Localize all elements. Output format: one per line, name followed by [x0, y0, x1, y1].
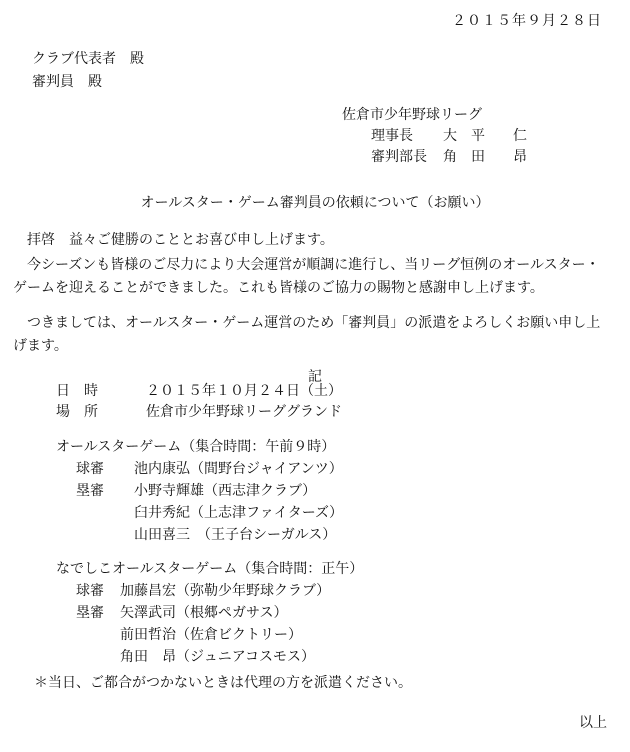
note-text: ＊当日、ご都合がつかないときは代理の方を派遣ください。 [34, 675, 412, 691]
paragraph-text: 今シーズンも皆様のご尽力により大会運営が順調に進行し、当リーグ恒例のオールスター・ゲームを迎えることができました。これも皆様のご協力の賜物と感謝申し上げます。 [13, 257, 600, 296]
umpire-name: 小野寺輝雄（西志津クラブ） [134, 483, 317, 499]
role-label: 塁審 [76, 483, 104, 499]
umpire-name: 加藤昌宏（弥勒少年野球クラブ） [120, 583, 331, 599]
signatory-title: 理事長 [371, 128, 413, 144]
detail-value: ２０１５年１０月２４日（土） [146, 383, 342, 399]
event-heading-allstar: オールスターゲーム（集合時間：午前９時） [56, 439, 336, 455]
role-label: 球審 [76, 461, 104, 477]
detail-datetime [56, 384, 342, 398]
umpire-name: 臼井秀紀（上志津ファイターズ） [134, 505, 344, 521]
event-nadeshiko-home-plate [76, 584, 330, 598]
umpire-name: 前田哲治（佐倉ビクトリー） [120, 627, 302, 643]
event-allstar-home-plate [76, 462, 343, 476]
sender-organization: 佐倉市少年野球リーグ [342, 107, 482, 123]
ki-heading: 記 [308, 369, 322, 385]
signatory-chairman [371, 129, 527, 143]
paragraph-text: つきましては、オールスター・ゲーム運営のため「審判員」の派遣をよろしくお願い申し上げます。 [13, 315, 601, 354]
umpire-name: 池内康弘（間野台ジャイアンツ） [134, 461, 343, 477]
event-nadeshiko-base [76, 606, 287, 620]
letter-date: ２０１５年９月２８日 [452, 13, 602, 29]
document-title: オールスター・ゲーム審判員の依頼について（お願い） [140, 195, 490, 211]
addressee-umpires: 審判員 殿 [32, 74, 102, 90]
umpire-name: 矢澤武司（根郷ペガサス） [120, 605, 288, 621]
signatory-title: 審判部長 [371, 149, 427, 165]
detail-value: 佐倉市少年野球リーググランド [146, 404, 342, 420]
detail-label: 場 所 [56, 404, 98, 420]
addressee-club-representatives: クラブ代表者 殿 [32, 51, 144, 67]
detail-venue [56, 405, 342, 419]
paragraph-body [13, 254, 613, 300]
paragraph-request [13, 312, 613, 358]
umpire-name: 角田 昂（ジュニアコスモス） [120, 649, 316, 665]
closing-text: 以上 [579, 715, 607, 731]
signatory-name: 大 平 仁 [443, 128, 527, 144]
role-label: 塁審 [76, 605, 104, 621]
role-label: 球審 [76, 583, 104, 599]
paragraph-text: 拝啓 益々ご健勝のこととお喜び申し上げます。 [27, 232, 334, 248]
umpire-name: 山田喜三 （王子台シーガルス） [134, 527, 337, 543]
event-heading-nadeshiko: なでしこオールスターゲーム（集合時間：正午） [56, 561, 364, 577]
event-allstar-base [76, 484, 316, 498]
signatory-umpire-director [371, 150, 527, 164]
paragraph-greeting [13, 229, 613, 252]
signatory-name: 角 田 昂 [443, 149, 527, 165]
detail-label: 日 時 [56, 383, 98, 399]
